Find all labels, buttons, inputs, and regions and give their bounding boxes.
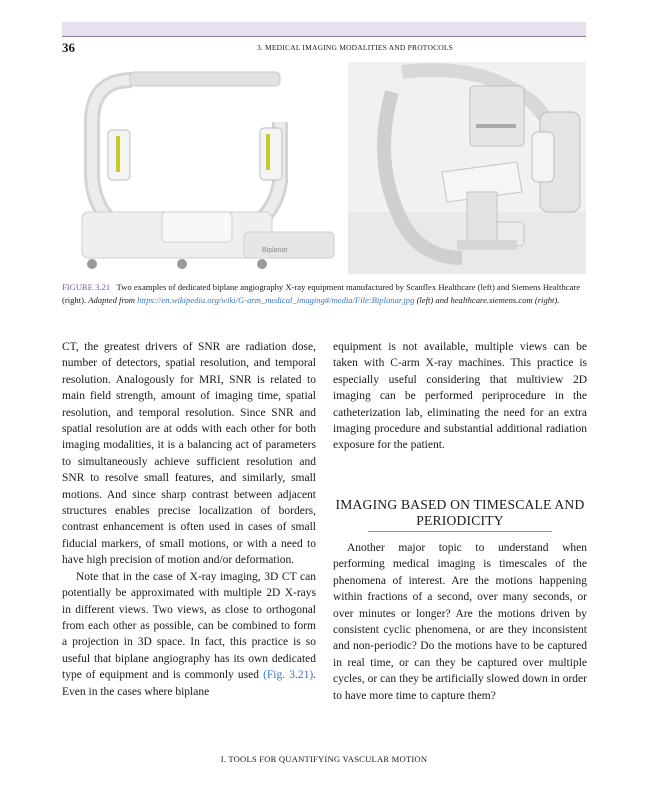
device-label: Biplanar xyxy=(262,247,288,254)
figure-image xyxy=(62,62,586,274)
left-paragraph-2-tail: . Even in the cases where biplane xyxy=(62,669,317,698)
biplanar-device-image xyxy=(62,62,348,274)
left-column xyxy=(62,339,316,700)
left-paragraph-1: CT, the greatest drivers of SNR are radiation dose, number of detectors, spatial resolution, and temporal resolution. Analogously for MRI, SNR is related to main field strength, amount of imaging time, spatial resolution, and temporal resolution. Since SNR and spatial resolution are at odds with each other for both imaging modalities, it is a balancing act of parameters to simultaneously achieve sufficient resolution and SNR to resolve small features, and similarly, small motions. And since sharp contrast between adjacent structures enables precise localization of borders, contrast enhancement is often used in cases of small fiducial markers, of small motions, or with a need to have high precision of motion and/or deformation. xyxy=(62,341,316,567)
right-paragraph-2: Another major topic to understand when performing medical imaging is timescales of the phenomena of interest. Are the motions happening within fractions of a second, over many seconds, or over minutes or longer? Are the motions driven by consistent cyclic phenomena, or are they inconsistent and non-periodic? Do the motions have to be captured in real time, or can they be captured over multiple cycles, or can they be artificially slowed down in order to have more time to capture them? xyxy=(333,542,587,702)
caption-link[interactable]: https://en.wikipedia.org/wiki/G-arm_medical_imaging#/media/File:Biplanar.jpg xyxy=(137,295,415,305)
left-paragraph-2-text: Note that in the case of X-ray imaging, 3D CT can potentially be approximated with multiple 2D X-rays in different views. Two views, as close to orthogonal from each other as possible, can be combined to form a projection in 3D space. In fact, this practice is so useful that biplane angiography has its own dedicated type of equipment and is commonly used xyxy=(62,570,316,682)
caption-text: Two examples of dedicated biplane angiography X-ray equipment manufactured by Scanflex Healthcare (left) and Siemens Healthcare (right). xyxy=(62,282,581,305)
right-paragraph-1: equipment is not available, multiple views can be taken with C-arm X-ray machines. This practice is especially useful considering that multiview 2D imaging can be performed periprocedure in the catheterization lab, eliminating the need for an extra imaging procedure and substantial additional radiation exposure for the patient. xyxy=(333,341,587,452)
figure-label: FIGURE 3.21 xyxy=(62,282,111,292)
figure-reference-link[interactable]: (Fig. 3.21) xyxy=(263,669,314,682)
header-band xyxy=(62,22,586,36)
caption-suffix: (left) and healthcare.siemens.com (right). xyxy=(416,295,560,305)
header-rule xyxy=(62,36,586,37)
section-heading-rule xyxy=(368,531,552,532)
figure-caption xyxy=(62,281,586,307)
right-column-top xyxy=(333,339,587,454)
page-number: 36 xyxy=(62,40,75,55)
siemens-device-image xyxy=(348,62,586,274)
section-heading: IMAGING BASED ON TIMESCALE AND PERIODICITY xyxy=(335,497,585,528)
left-paragraph-2 xyxy=(62,569,316,700)
running-head: 3. MEDICAL IMAGING MODALITIES AND PROTOCOLS xyxy=(256,43,454,52)
page-footer: I. TOOLS FOR QUANTIFYING VASCULAR MOTION xyxy=(220,754,428,764)
right-column-bottom xyxy=(333,540,587,704)
caption-adapted: Adapted from xyxy=(88,295,135,305)
figure-3-21 xyxy=(62,62,586,274)
